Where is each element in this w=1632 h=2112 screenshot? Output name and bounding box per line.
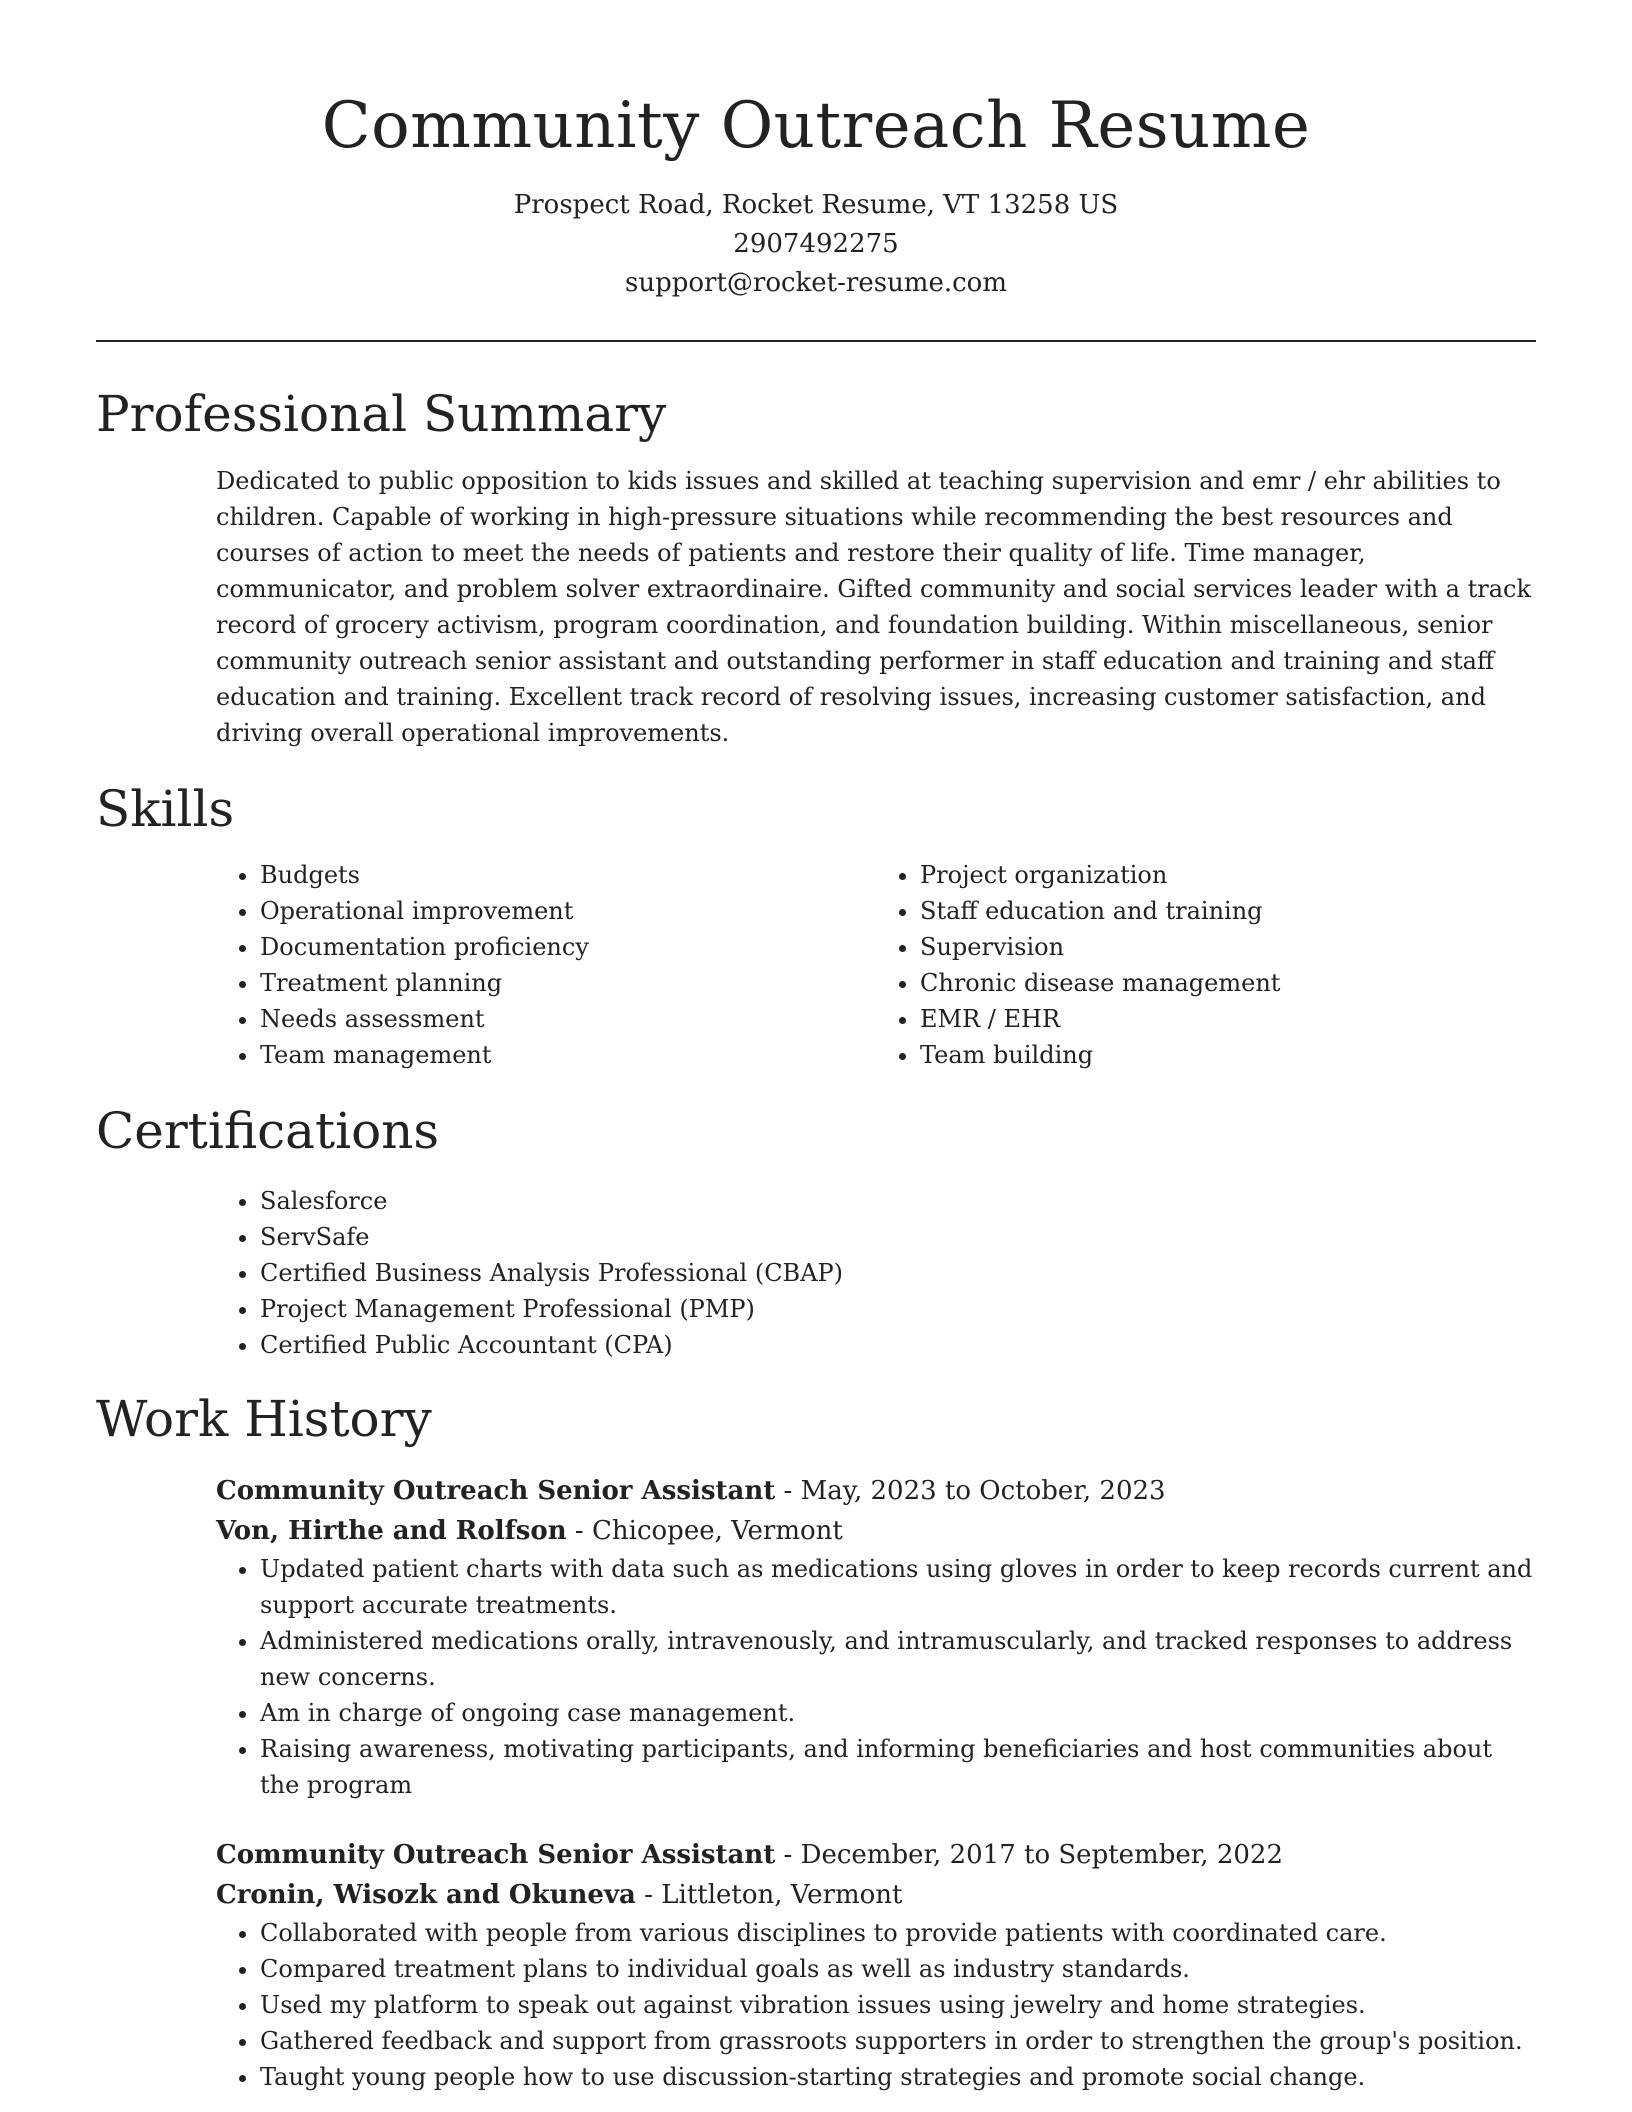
job-company-line xyxy=(216,1511,1536,1551)
job-duty: • Updated patient charts with data such as medications using gloves in order to keep records current and support accurate treatments. xyxy=(260,1551,1536,1623)
contact-info xyxy=(96,186,1536,303)
job-duty: • Am in charge of ongoing case management. xyxy=(260,1695,1536,1731)
certification-item: • Certified Public Accountant (CPA) xyxy=(260,1327,1536,1363)
job-duty: • Raising awareness, motivating participants, and informing beneficiaries and host communities about the program xyxy=(260,1731,1536,1803)
separator: - xyxy=(775,1840,801,1870)
job-duty: • Compared treatment plans to individual goals as well as industry standards. xyxy=(260,1951,1536,1987)
certification-item: • Certified Business Analysis Professional (CBAP) xyxy=(260,1255,1536,1291)
skill-item: • Project organization xyxy=(920,857,1536,893)
separator: - xyxy=(566,1516,592,1546)
job-role: Community Outreach Senior Assistant xyxy=(216,1476,776,1506)
contact-email: support@rocket-resume.com xyxy=(624,268,1007,298)
job-duty: • Administered medications orally, intravenously, and intramuscularly, and tracked responses to address new concerns. xyxy=(260,1623,1536,1695)
resume-page xyxy=(96,0,1536,2095)
skill-item: • Treatment planning xyxy=(260,965,876,1001)
job-role: Community Outreach Senior Assistant xyxy=(216,1840,776,1870)
contact-phone: 2907492275 xyxy=(733,229,899,259)
summary-heading: Professional Summary xyxy=(96,385,667,443)
job-duty: • Gathered feedback and support from grassroots supporters in order to strengthen the group's position. xyxy=(260,2023,1536,2059)
job-title-line xyxy=(216,1471,1536,1511)
skill-item: • Documentation proficiency xyxy=(260,929,876,965)
job-entry xyxy=(216,1835,1536,2095)
resume-header xyxy=(96,0,1536,303)
job-duty: • Used my platform to speak out against vibration issues using jewelry and home strategies. xyxy=(260,1987,1536,2023)
summary-text: Dedicated to public opposition to kids issues and skilled at teaching supervision and emr / ehr abilities to children. Capable of working in high-pressure situations while recommending the best resources and courses of action to meet the needs of patients and restore their quality of life. Time manager, communicator, and problem solver extraordinaire. Gifted community and social services leader with a track record of grocery activism, program coordination, and foundation building. Within miscellaneous, senior community outreach senior assistant and outstanding performer in staff education and training and staff education and training. Excellent track record of resolving issues, increasing customer satisfaction, and driving overall operational improvements. xyxy=(216,467,1532,747)
job-company: Cronin, Wisozk and Okuneva xyxy=(216,1880,636,1910)
certification-item: • Project Management Professional (PMP) xyxy=(260,1291,1536,1327)
skills-list-right xyxy=(876,857,1536,1073)
job-location: Chicopee, Vermont xyxy=(592,1516,843,1546)
skill-item: • Needs assessment xyxy=(260,1001,876,1037)
skill-item: • Operational improvement xyxy=(260,893,876,929)
job-duties-list xyxy=(216,1915,1536,2095)
skill-item: • Budgets xyxy=(260,857,876,893)
skills-heading: Skills xyxy=(96,780,235,838)
certifications-list xyxy=(216,1183,1536,1363)
job-company: Von, Hirthe and Rolfson xyxy=(216,1516,567,1546)
job-entry xyxy=(216,1471,1536,1803)
skill-item: • EMR / EHR xyxy=(920,1001,1536,1037)
certifications-heading: Certifications xyxy=(96,1102,440,1160)
work-history-heading: Work History xyxy=(96,1390,432,1448)
certification-item: • ServSafe xyxy=(260,1219,1536,1255)
resume-title: Community Outreach Resume xyxy=(321,89,1311,163)
contact-address: Prospect Road, Rocket Resume, VT 13258 US xyxy=(513,190,1119,220)
skills-list-left xyxy=(216,857,876,1073)
skill-item: • Staff education and training xyxy=(920,893,1536,929)
skill-item: • Team building xyxy=(920,1037,1536,1073)
job-company-line xyxy=(216,1875,1536,1915)
job-title-line xyxy=(216,1835,1536,1875)
job-location: Littleton, Vermont xyxy=(661,1880,903,1910)
skill-item: • Supervision xyxy=(920,929,1536,965)
certification-item: • Salesforce xyxy=(260,1183,1536,1219)
skills-grid xyxy=(216,857,1536,1073)
separator: - xyxy=(635,1880,662,1910)
header-divider xyxy=(96,340,1536,342)
job-dates: May, 2023 to October, 2023 xyxy=(800,1476,1166,1506)
separator: - xyxy=(775,1476,801,1506)
job-duty: • Taught young people how to use discussion-starting strategies and promote social change. xyxy=(260,2059,1536,2095)
skill-item: • Chronic disease management xyxy=(920,965,1536,1001)
job-dates: December, 2017 to September, 2022 xyxy=(800,1840,1284,1870)
job-duty: • Collaborated with people from various disciplines to provide patients with coordinated care. xyxy=(260,1915,1536,1951)
skill-item: • Team management xyxy=(260,1037,876,1073)
job-duties-list xyxy=(216,1551,1536,1803)
